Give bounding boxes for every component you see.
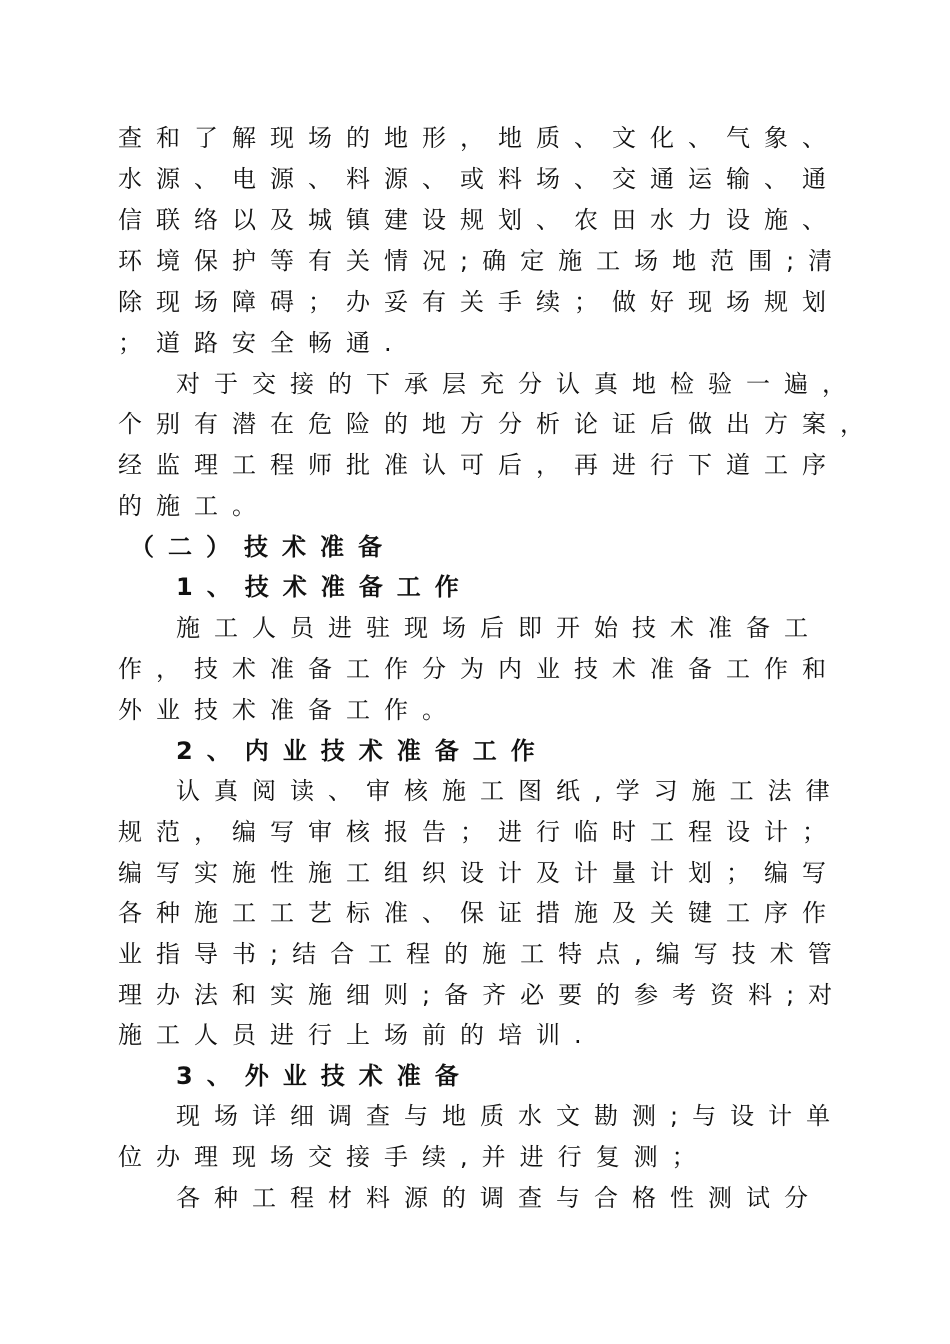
text-line: 施工人员进驻现场后即开始技术准备工 [176, 614, 822, 642]
text-line: 编写实施性施工组织设计及计量计划；编写 [118, 859, 840, 887]
text-line: 认真阅读、审核施工图纸,学习施工法律 [176, 777, 844, 805]
subsection-heading: 2、内业技术准备工作 [176, 737, 549, 765]
text-line: 施工人员进行上场前的培训. [118, 1021, 596, 1049]
text-line: 各种施工工艺标准、保证措施及关键工序作 [118, 899, 840, 927]
text-line: 位办理现场交接手续,并进行复测； [118, 1143, 710, 1171]
section-heading: （二）技术准备 [130, 533, 396, 561]
text-line: 除现场障碍；办妥有关手续；做好现场规划 [118, 288, 840, 316]
text-line: 理办法和实施细则;备齐必要的参考资料;对 [118, 981, 847, 1009]
text-line: 水源、电源、料源、或料场、交通运输、通 [118, 165, 840, 193]
text-line: 信联络以及城镇建设规划、农田水力设施、 [118, 206, 840, 234]
text-line: 环境保护等有关情况;确定施工场地范围;清 [118, 247, 847, 275]
text-line: 现场详细调查与地质水文勘测;与设计单 [176, 1102, 845, 1130]
text-line: 查和了解现场的地形，地质、文化、气象、 [118, 124, 840, 152]
text-line: 各种工程材料源的调查与合格性测试分 [176, 1184, 822, 1212]
text-line: 作，技术准备工作分为内业技术准备工作和 [118, 655, 840, 683]
text-line: ；道路安全畅通. [118, 329, 406, 357]
text-line: 的施工。 [118, 492, 270, 520]
text-line: 对于交接的下承层充分认真地检验一遍， [176, 370, 860, 398]
text-line: 经监理工程师批准认可后，再进行下道工序 [118, 451, 840, 479]
text-line: 个别有潜在危险的地方分析论证后做出方案， [118, 410, 878, 438]
text-line: 外业技术准备工作。 [118, 696, 460, 724]
subsection-heading: 1、技术准备工作 [176, 573, 473, 601]
subsection-heading: 3、外业技术准备 [176, 1062, 473, 1090]
text-line: 业指导书;结合工程的施工特点,编写技术管 [118, 940, 846, 968]
text-line: 规范，编写审核报告；进行临时工程设计； [118, 818, 840, 846]
